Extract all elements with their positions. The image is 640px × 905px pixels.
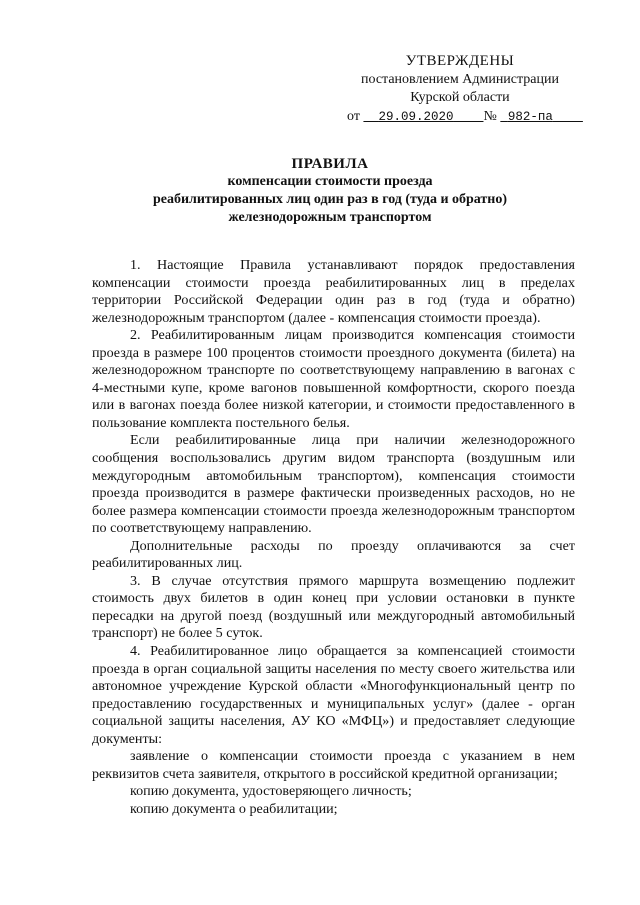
paragraph-3: Если реабилитированные лица при наличии железнодорожного сообщения воспользовались другим видом транспорта (воздушным или междугородным автомобильным транспортом), компенсация стоимости проезда производится в размере фактически произведенных расходов, но не более размера компенсации стоимости проезда железнодорожным транспортом по соответствующему направлению.	[92, 432, 575, 537]
paragraph-2: 2. Реабилитированным лицам производится компенсация стоимости проезда в размере 100 процентов стоимости проездного документа (билета) на железнодорожном транспорте по соответствующему направлению в вагонах с 4-местными купе, кроме вагонов повышенной комфортности, скорого поезда или в вагонах поезда более низкой категории, и стоимости предоставленного в пользование комплекта постельного белья.	[92, 327, 575, 431]
approval-number-value: 982-па	[507, 109, 553, 124]
approval-heading: УТВЕРЖДЕНЫ	[405, 53, 515, 69]
title-line-1: компенсации стоимости проезда	[227, 174, 433, 189]
paragraph-4: Дополнительные расходы по проезду оплачиваются за счет реабилитированных лиц.	[92, 537, 575, 572]
number-prefix: №	[483, 108, 497, 124]
document-title	[80, 155, 580, 227]
approval-date	[363, 110, 483, 124]
title-main: ПРАВИЛА	[291, 156, 369, 172]
title-line-2: реабилитированных лиц один раз в год (туда и обратно)	[152, 192, 508, 207]
approval-number	[500, 110, 583, 124]
document-list-item-rehabilitation: копию документа о реабилитации;	[130, 800, 338, 817]
approval-date-value: 29.09.2020	[378, 109, 454, 124]
paragraph-1: 1. Настоящие Правила устанавливают порядок предоставления компенсации стоимости проезда реабилитированных лиц в пределах территории Российской Федерации один раз в год (туда и обратно) железнодорожным транспортом (далее - компенсация стоимости проезда).	[92, 257, 575, 326]
paragraph-5: 3. В случае отсутствия прямого маршрута возмещению подлежит стоимость двух билетов в один конец при условии остановки в пункте пересадки на другой поезд (воздушный или междугородный автомобильный транспорт) не более 5 суток.	[92, 572, 575, 642]
approval-line-1: постановлением Администрации	[361, 71, 559, 87]
document-body	[92, 257, 575, 819]
paragraph-6: 4. Реабилитированное лицо обращается за компенсацией стоимости проезда в орган социальной защиты населения по месту своего жительства или автономное учреждение Курской области «Многофункциональный центр по предоставлению государственных и муниципальных услуг» (далее - орган социальной защиты населения, АУ КО «МФЦ») и предоставляет следующие документы:	[92, 643, 575, 747]
document-list-item-identity: копию документа, удостоверяющего личность;	[130, 783, 412, 800]
approval-line-2: Курской области	[410, 90, 510, 105]
approval-date-line	[335, 108, 585, 127]
title-line-3: железнодорожным транспортом	[228, 210, 432, 225]
approval-stamp	[335, 52, 585, 126]
document-list-item-application: заявление о компенсации стоимости проезда с указанием в нем реквизитов счета заявителя, открытого в российской кредитной организации;	[92, 748, 575, 782]
date-prefix: от	[347, 108, 360, 124]
